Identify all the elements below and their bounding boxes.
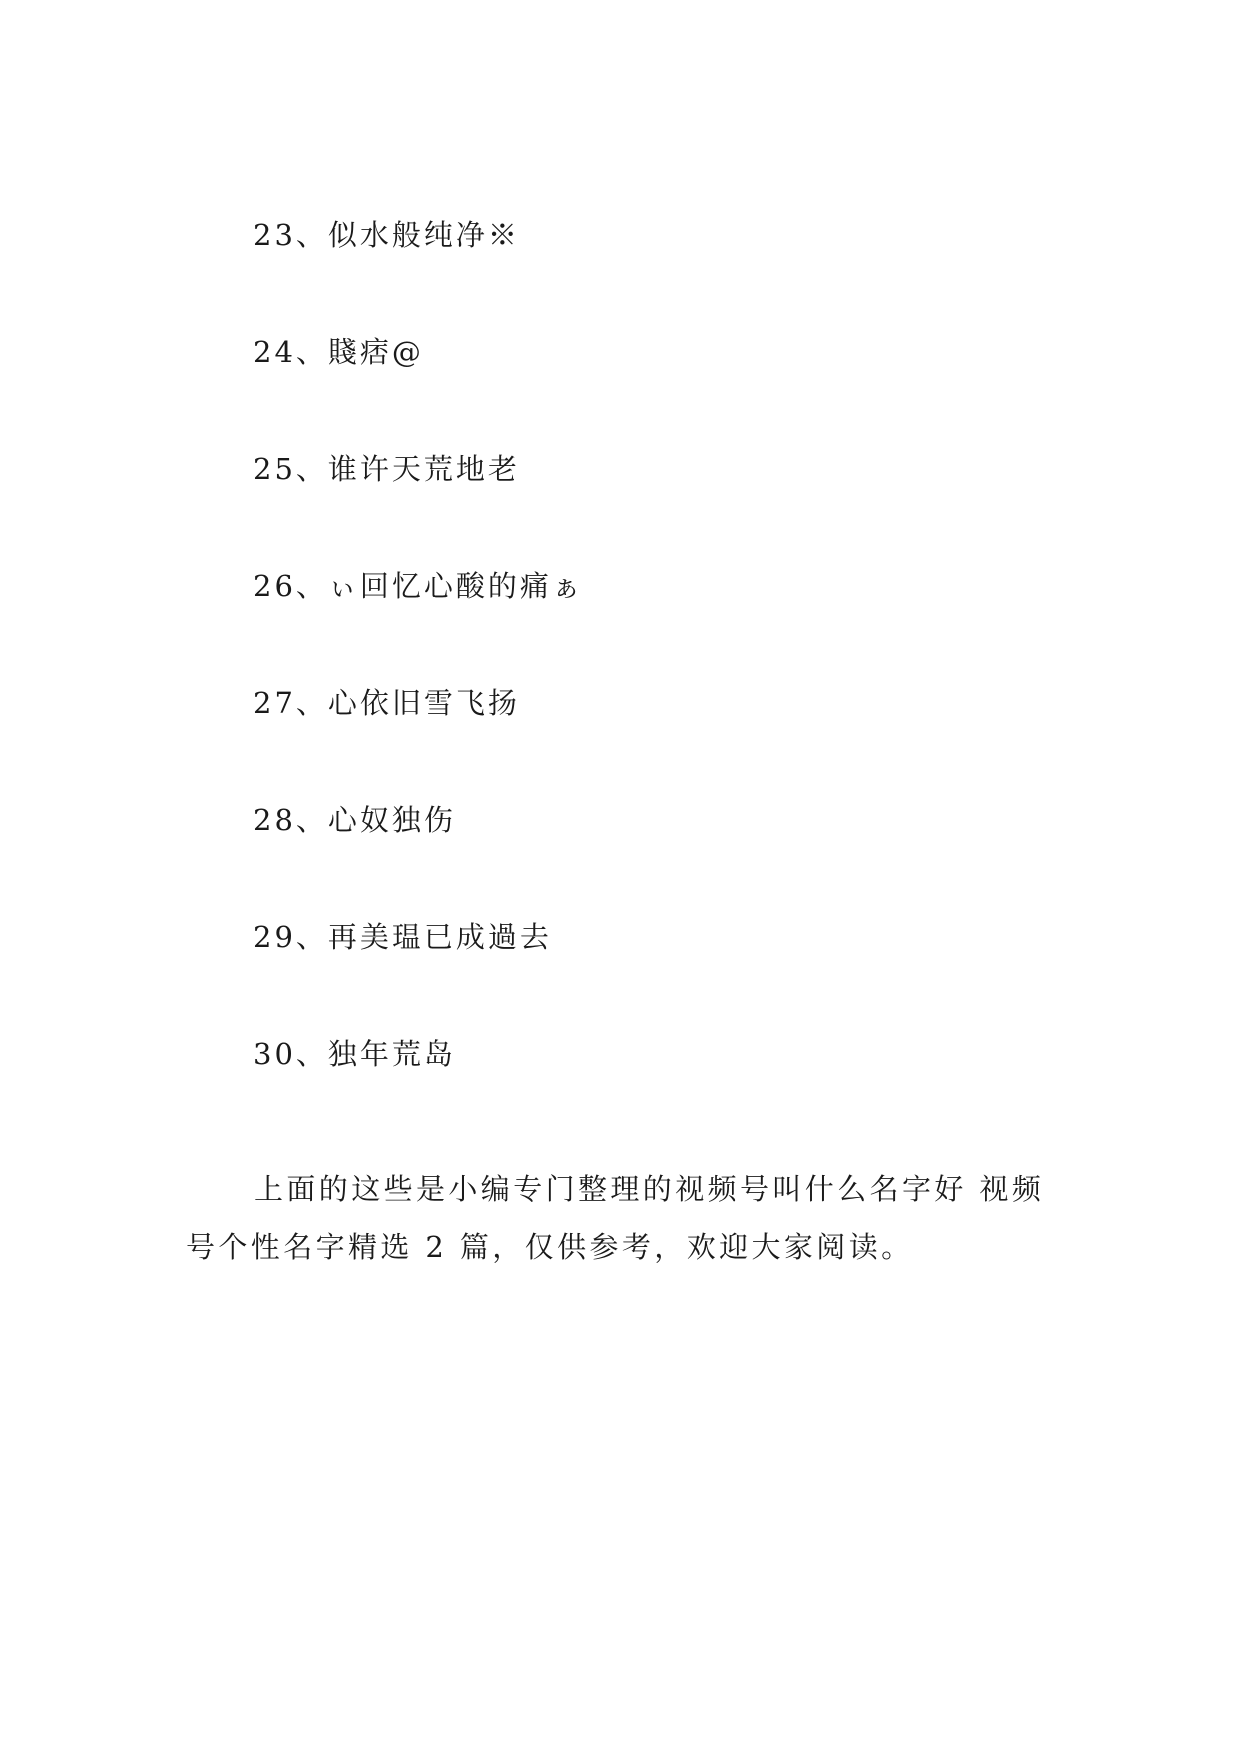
list-item: 28、心奴独伤: [253, 803, 456, 837]
list-item: 30、独年荒岛: [253, 1037, 456, 1071]
list-item: 26、ぃ回忆心酸的痛ぁ: [253, 569, 584, 603]
list-item: 24、賤痞@: [253, 335, 424, 369]
list-item: 23、似水般纯净※: [253, 218, 520, 252]
list-item: 29、再美瑥已成過去: [253, 920, 552, 954]
closing-paragraph: 上面的这些是小编专门整理的视频号叫什么名字好 视频号个性名字精选 2 篇，仅供参考，欢迎大家阅读。: [186, 1172, 1045, 1264]
name-list: [253, 218, 584, 1154]
list-item: 25、谁许天荒地老: [253, 452, 520, 486]
list-item: 27、心依旧雪飞扬: [253, 686, 520, 720]
